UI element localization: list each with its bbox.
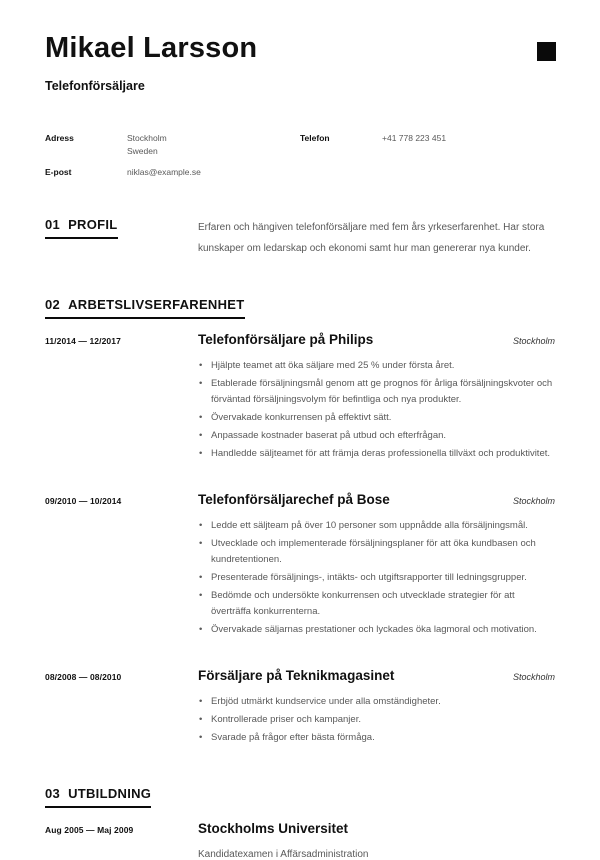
address-line-1: Stockholm [127, 133, 167, 144]
contact-spacer-2 [382, 166, 555, 179]
section-number-profile: 01 [45, 217, 61, 233]
job-location: Stockholm [512, 672, 555, 683]
education-dates: Aug 2005 — Maj 2009 [45, 825, 134, 836]
profile-grid [45, 216, 555, 259]
brand-square-icon [537, 42, 556, 61]
section-profile [45, 216, 555, 259]
person-job-title: Telefonförsäljare [45, 79, 145, 94]
job-dates: 08/2008 — 08/2010 [45, 672, 122, 683]
job-bullet: • Kontrollerade priser och kampanjer. [198, 712, 555, 728]
job-bullet-list [198, 358, 555, 464]
profile-header-cell [45, 216, 198, 259]
job-bullet: • Anpassade kostnader baserat på utbud och efterfrågan. [198, 428, 555, 444]
job-dates: 09/2010 — 10/2014 [45, 496, 122, 507]
job-bullet: • Erbjöd utmärkt kundservice under alla omständigheter. [198, 694, 555, 710]
section-title-profile: PROFIL [68, 217, 118, 233]
profile-summary-text: Erfaren och hängiven telefonförsäljare med fem års yrkeserfarenhet. Har stora kunskaper om ledarskap och ekonomi samt hur man genererar nya kunder. [198, 222, 545, 255]
job-entry [45, 492, 555, 640]
job-bullet: • Hjälpte teamet att öka säljare med 25 % under första året. [198, 358, 555, 374]
section-header-profile [45, 217, 118, 239]
section-experience [45, 296, 555, 748]
job-bullet: • Utvecklade och implementerade försäljningsplaner för att öka kundbasen och kundretentionen. [198, 536, 555, 568]
section-title-experience: ARBETSLIVSERFARENHET [68, 297, 245, 313]
job-entry [45, 332, 555, 464]
education-entries [45, 821, 555, 860]
education-entry [45, 821, 555, 860]
job-entry [45, 668, 555, 748]
job-bullet-list [198, 694, 555, 748]
education-degree: Kandidatexamen i Affärsadministration [198, 849, 369, 860]
email-value: niklas@example.se [127, 167, 201, 178]
address-value [127, 132, 300, 158]
address-label: Adress [45, 133, 74, 144]
address-line-2: Sweden [127, 146, 158, 157]
section-header-experience [45, 297, 245, 319]
job-bullet-list [198, 518, 555, 640]
job-title: Telefonförsäljarechef på Bose [198, 492, 390, 508]
contact-block [45, 132, 555, 179]
job-title: Försäljare på Teknikmagasinet [198, 668, 395, 684]
section-title-education: UTBILDNING [68, 786, 152, 802]
job-bullet: • Etablerade försäljningsmål genom att ge prognos för årliga försäljningskvoter och förväntad försäljningsvolym för befintliga och nya produkter. [198, 376, 555, 408]
job-bullet: • Svarade på frågor efter bästa förmåga. [198, 730, 555, 746]
job-bullet: • Presenterade försäljnings-, intäkts- och utgiftsrapporter till ledningsgrupper. [198, 570, 555, 586]
job-bullet: • Handledde säljteamet för att främja deras professionella tillväxt och produktivitet. [198, 446, 555, 462]
job-bullet: • Övervakade konkurrensen på effektivt sätt. [198, 410, 555, 426]
phone-label: Telefon [300, 133, 330, 144]
job-title: Telefonförsäljare på Philips [198, 332, 374, 348]
job-location: Stockholm [512, 496, 555, 507]
email-label: E-post [45, 167, 72, 178]
job-bullet: • Ledde ett säljteam på över 10 personer som uppnådde alla försäljningsmål. [198, 518, 555, 534]
job-dates: 11/2014 — 12/2017 [45, 336, 121, 347]
phone-value: +41 778 223 451 [382, 133, 447, 144]
education-school: Stockholms Universitet [198, 821, 349, 837]
section-header-education [45, 786, 151, 808]
person-name: Mikael Larsson [45, 32, 258, 64]
section-education [45, 785, 555, 860]
job-bullet: • Övervakade säljarnas prestationer och lyckades öka lagmoral och motivation. [198, 622, 555, 638]
section-number-experience: 02 [45, 297, 61, 313]
job-location: Stockholm [512, 336, 555, 347]
experience-entries [45, 332, 555, 748]
contact-spacer-1 [300, 166, 382, 179]
job-bullet: • Bedömde och undersökte konkurrensen och utvecklade strategier för att överträffa konkurrenterna. [198, 588, 555, 620]
section-number-education: 03 [45, 786, 61, 802]
